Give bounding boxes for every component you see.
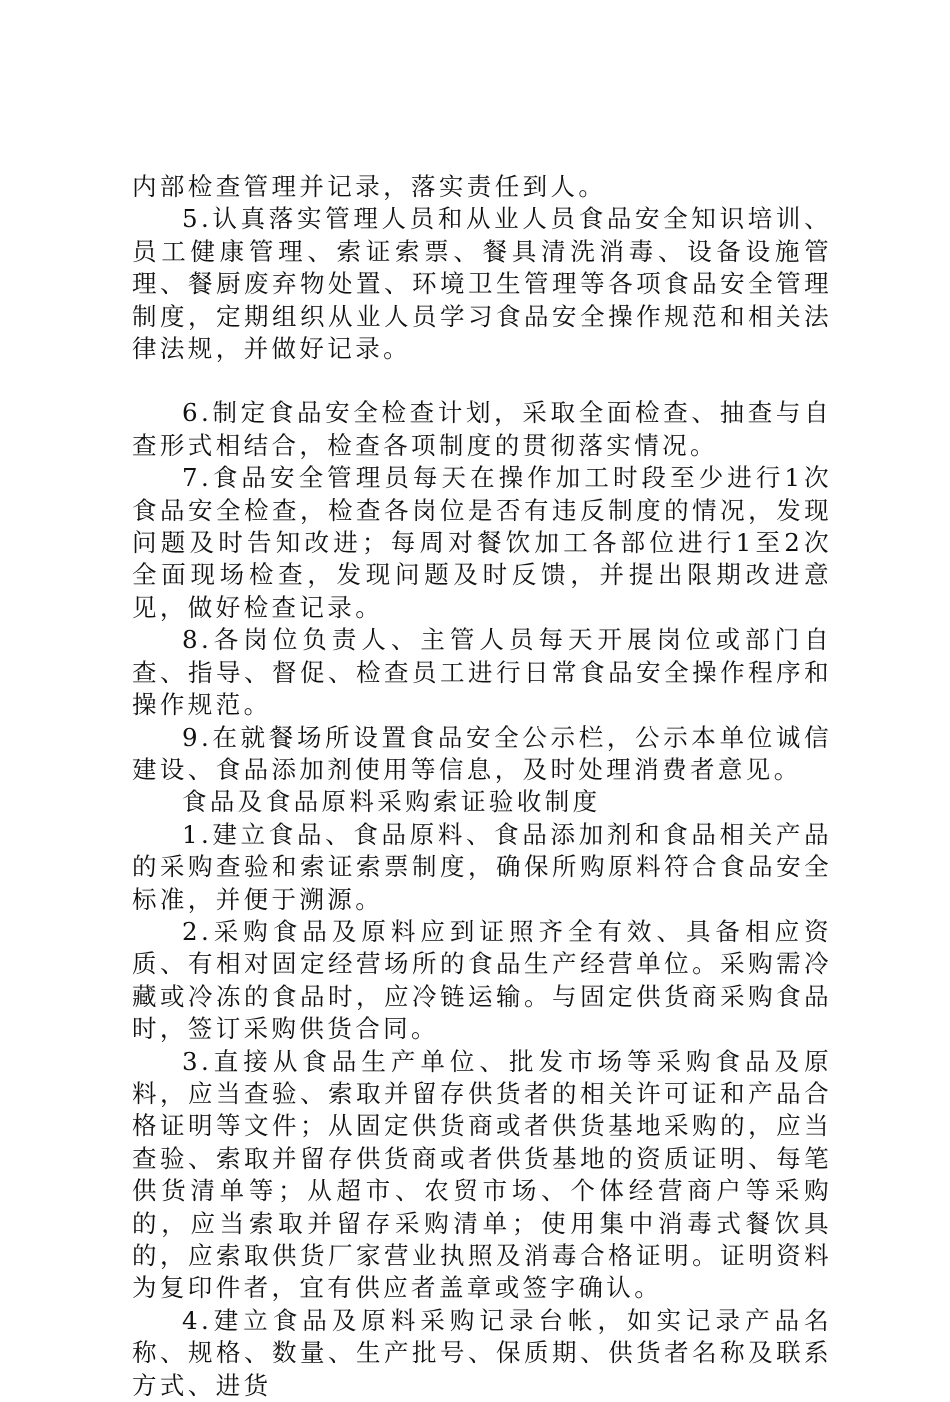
paragraph-procurement-3: 3.直接从食品生产单位、批发市场等采购食品及原料，应当查验、索取并留存供货者的相关许可证和产品合格证明等文件；从固定供货商或者供货基地采购的，应当查验、索取并留存供货商或者供货基地的资质证明、每笔供货清单等；从超市、农贸市场、个体经营商户等采购的，应当索取并留存采购清单；使用集中消毒式餐饮具的，应索取供货厂家营业执照及消毒合格证明。证明资料为复印件者，宜有供应者盖章或签字确认。	[132, 1046, 832, 1303]
paragraph-procurement-2: 2.采购食品及原料应到证照齐全有效、具备相应资质、有相对固定经营场所的食品生产经营单位。采购需冷藏或冷冻的食品时，应冷链运输。与固定供货商采购食品时，签订采购供货合同。	[132, 916, 832, 1044]
paragraph-item-9: 9.在就餐场所设置食品安全公示栏，公示本单位诚信建设、食品添加剂使用等信息，及时处理消费者意见。	[132, 722, 832, 784]
paragraph-item-6: 6.制定食品安全检查计划，采取全面检查、抽查与自查形式相结合，检查各项制度的贯彻落实情况。	[132, 398, 832, 460]
section-heading: 食品及食品原料采购索证验收制度	[182, 787, 601, 817]
paragraph-intro-continuation: 内部检查管理并记录，落实责任到人。	[132, 172, 607, 201]
paragraph-spacer	[132, 365, 832, 397]
paragraph-procurement-4: 4.建立食品及原料采购记录台帐，如实记录产品名称、规格、数量、生产批号、保质期、供货者名称及联系方式、进货	[132, 1305, 832, 1400]
paragraph-procurement-1: 1.建立食品、食品原料、食品添加剂和食品相关产品的采购查验和索证索票制度，确保所购原料符合食品安全标准，并便于溯源。	[132, 819, 832, 914]
paragraph-item-7: 7.食品安全管理员每天在操作加工时段至少进行1次食品安全检查，检查各岗位是否有违反制度的情况，发现问题及时告知改进；每周对餐饮加工各部位进行1至2次全面现场检查，发现问题及时反馈，并提出限期改进意见，做好检查记录。	[132, 463, 832, 622]
paragraph-item-8: 8.各岗位负责人、主管人员每天开展岗位或部门自查、指导、督促、检查员工进行日常食品安全操作程序和操作规范。	[132, 625, 832, 720]
document-body	[132, 171, 832, 1402]
paragraph-item-5: 5.认真落实管理人员和从业人员食品安全知识培训、员工健康管理、索证索票、餐具清洗消毒、设备设施管理、餐厨废弃物处置、环境卫生管理等各项食品安全管理制度，定期组织从业人员学习食品安全操作规范和相关法律法规，并做好记录。	[132, 204, 832, 364]
